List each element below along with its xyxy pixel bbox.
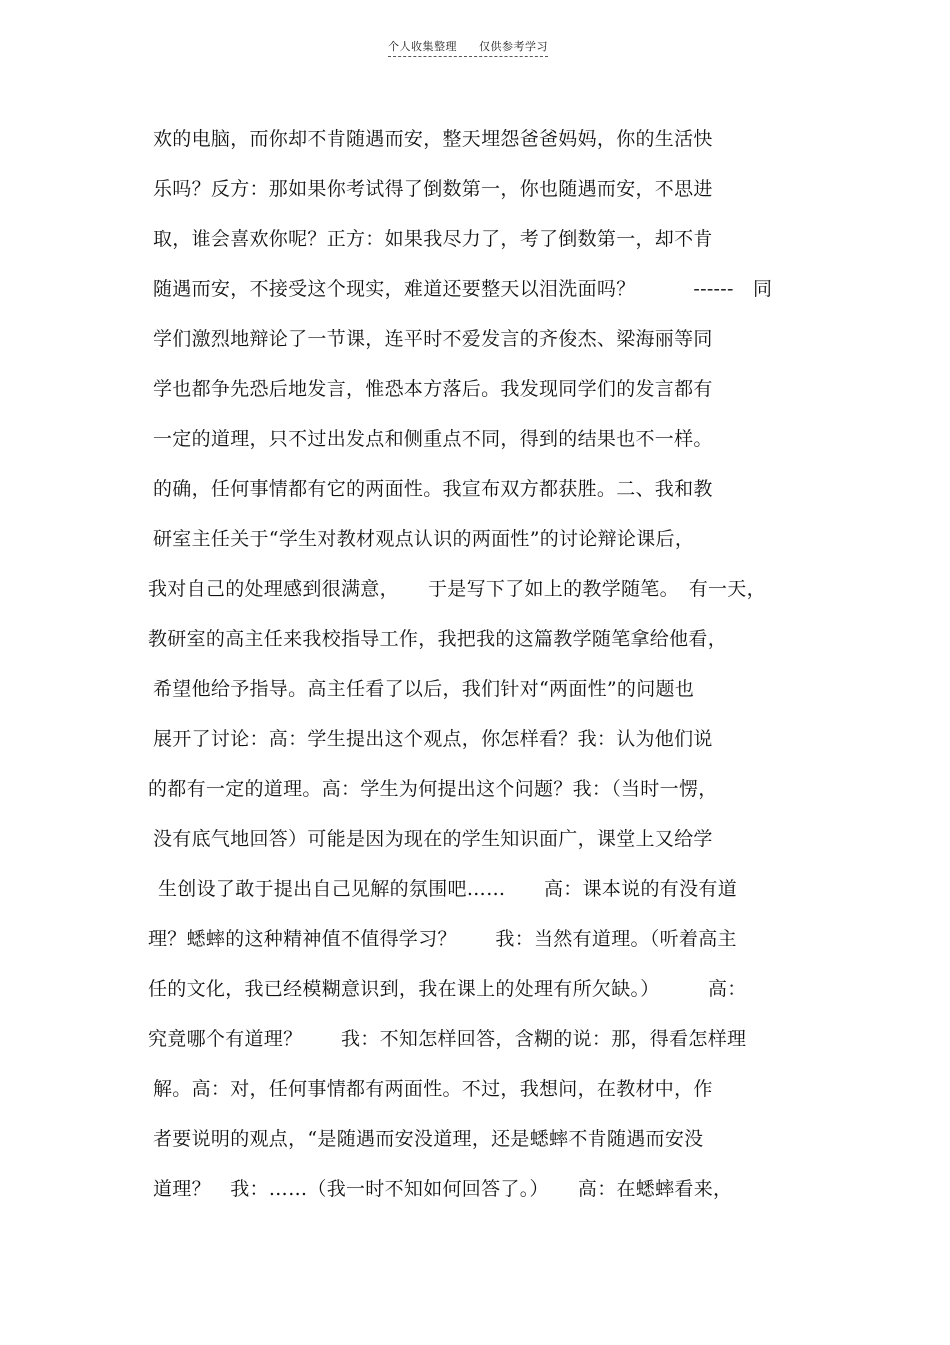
text-line: 取，谁会喜欢你呢？正方：如果我尽力了，考了倒数第一，却不肯	[153, 228, 713, 250]
text-line: 任的文化，我已经模糊意识到，我在课上的处理有所欠缺。） 高：	[148, 978, 747, 1000]
text-line: 教研室的高主任来我校指导工作，我把我的这篇教学随笔拿给他看，	[148, 628, 728, 650]
text-line: 研室主任关于“学生对教材观点认识的两面性”的讨论辩论课后，	[153, 528, 695, 550]
text-line: 希望他给予指导。高主任看了以后，我们针对“两面性”的问题也	[153, 678, 695, 700]
text-line: 学也都争先恐后地发言，惟恐本方落后。我发现同学们的发言都有	[153, 378, 713, 400]
text-line: 我对自己的处理感到很满意， 于是写下了如上的教学随笔。 有一天，	[148, 578, 766, 600]
text-line: 欢的电脑，而你却不肯随遇而安，整天埋怨爸爸妈妈，你的生活快	[153, 128, 713, 150]
text-line: 究竟哪个有道理？ 我：不知怎样回答，含糊的说：那，得看怎样理	[148, 1028, 747, 1050]
text-line: 理？蟋蟀的这种精神值不值得学习？ 我：当然有道理。（听着高主	[148, 928, 737, 950]
header-right-text: 仅供参考学习	[479, 40, 548, 53]
text-line: 乐吗？反方：那如果你考试得了倒数第一，你也随遇而安，不思进	[153, 178, 713, 200]
text-line: 道理？ 我：……（我一时不知如何回答了。） 高：在蟋蟀看来，	[153, 1178, 733, 1200]
text-line: 解。高：对，任何事情都有两面性。不过，我想问，在教材中，作	[153, 1078, 713, 1100]
page-header	[388, 38, 548, 57]
text-line: 的确，任何事情都有它的两面性。我宣布双方都获胜。二、我和教	[153, 478, 713, 500]
text-line: 一定的道理，只不过出发点和侧重点不同，得到的结果也不一样。	[153, 428, 713, 450]
text-line: 随遇而安，不接受这个现实，难道还要整天以泪洗面吗？ ------ 同	[153, 278, 773, 300]
header-left-text: 个人收集整理	[388, 40, 457, 53]
text-line: 者要说明的观点，“是随遇而安没道理，还是蟋蟀不肯随遇而安没	[153, 1128, 704, 1150]
text-line: 没有底气地回答）可能是因为现在的学生知识面广，课堂上又给学	[153, 828, 713, 850]
text-line: 的都有一定的道理。高：学生为何提出这个问题？我：（当时一愣，	[148, 778, 718, 800]
text-line: 学们激烈地辩论了一节课，连平时不爱发言的齐俊杰、梁海丽等同	[153, 328, 713, 350]
text-line: 展开了讨论：高：学生提出这个观点，你怎样看？我：认为他们说	[153, 728, 713, 750]
text-line: 生创设了敢于提出自己见解的氛围吧…… 高：课本说的有没有道	[158, 878, 738, 900]
